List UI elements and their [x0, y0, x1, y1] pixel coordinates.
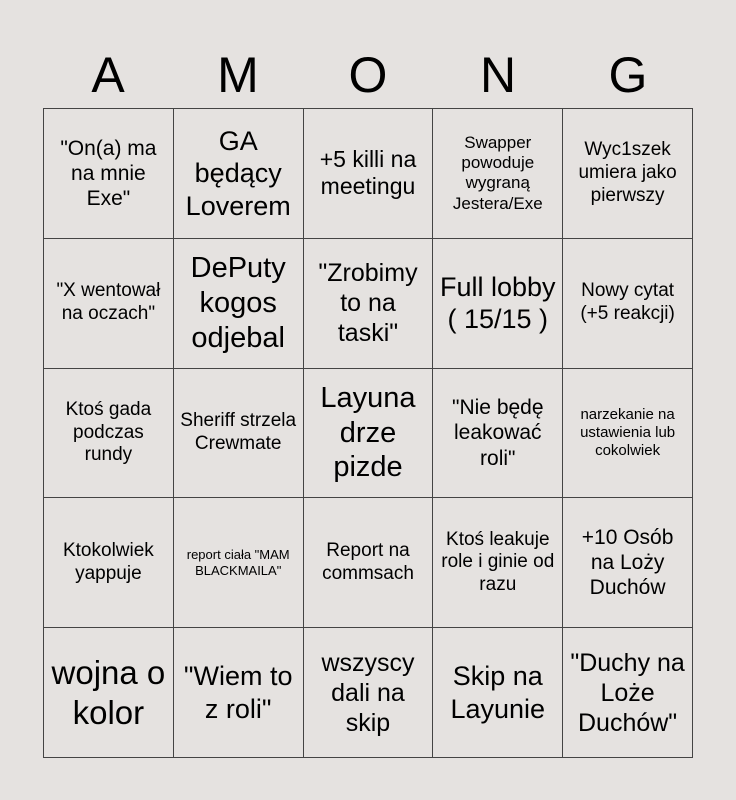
bingo-cell-r1c2[interactable]: GA będący Loverem [174, 109, 304, 239]
bingo-cell-r4c2[interactable]: report ciała "MAM BLACKMAILA" [174, 498, 304, 628]
bingo-header [43, 42, 693, 108]
bingo-cell-r5c4[interactable]: Skip na Layunie [433, 628, 563, 758]
bingo-cell-r5c5[interactable]: "Duchy na Loże Duchów" [563, 628, 693, 758]
bingo-cell-r1c3[interactable]: +5 killi na meetingu [304, 109, 434, 239]
header-letter-g: G [608, 47, 648, 103]
bingo-cell-r4c3[interactable]: Report na commsach [304, 498, 434, 628]
header-letter-o: O [348, 47, 388, 103]
bingo-cell-r3c3[interactable]: Layuna drze pizde [304, 369, 434, 499]
bingo-cell-r2c3[interactable]: "Zrobimy to na taski" [304, 239, 434, 369]
bingo-cell-r2c1[interactable]: "X wentował na oczach" [44, 239, 174, 369]
bingo-cell-r3c5[interactable]: narzekanie na ustawienia lub cokolwiek [563, 369, 693, 499]
header-letter-a: A [91, 47, 125, 103]
bingo-cell-r3c2[interactable]: Sheriff strzela Crewmate [174, 369, 304, 499]
bingo-cell-r5c1[interactable]: wojna o kolor [44, 628, 174, 758]
bingo-cell-r2c2[interactable]: DePuty kogos odjebal [174, 239, 304, 369]
bingo-cell-r2c5[interactable]: Nowy cytat (+5 reakcji) [563, 239, 693, 369]
bingo-cell-r1c1[interactable]: "On(a) ma na mnie Exe" [44, 109, 174, 239]
bingo-cell-r5c2[interactable]: "Wiem to z roli" [174, 628, 304, 758]
bingo-board [43, 108, 693, 758]
bingo-cell-r3c1[interactable]: Ktoś gada podczas rundy [44, 369, 174, 499]
bingo-cell-r3c4[interactable]: "Nie będę leakować roli" [433, 369, 563, 499]
bingo-cell-r1c4[interactable]: Swapper powoduje wygraną Jestera/Exe [433, 109, 563, 239]
header-letter-n: N [479, 47, 517, 103]
bingo-cell-r4c4[interactable]: Ktoś leakuje role i ginie od razu [433, 498, 563, 628]
bingo-cell-r5c3[interactable]: wszyscy dali na skip [304, 628, 434, 758]
bingo-cell-r4c5[interactable]: +10 Osób na Loży Duchów [563, 498, 693, 628]
header-letter-m: M [217, 47, 259, 103]
bingo-cell-r1c5[interactable]: Wyc1szek umiera jako pierwszy [563, 109, 693, 239]
bingo-cell-r2c4[interactable]: Full lobby ( 15/15 ) [433, 239, 563, 369]
bingo-cell-r4c1[interactable]: Ktokolwiek yappuje [44, 498, 174, 628]
